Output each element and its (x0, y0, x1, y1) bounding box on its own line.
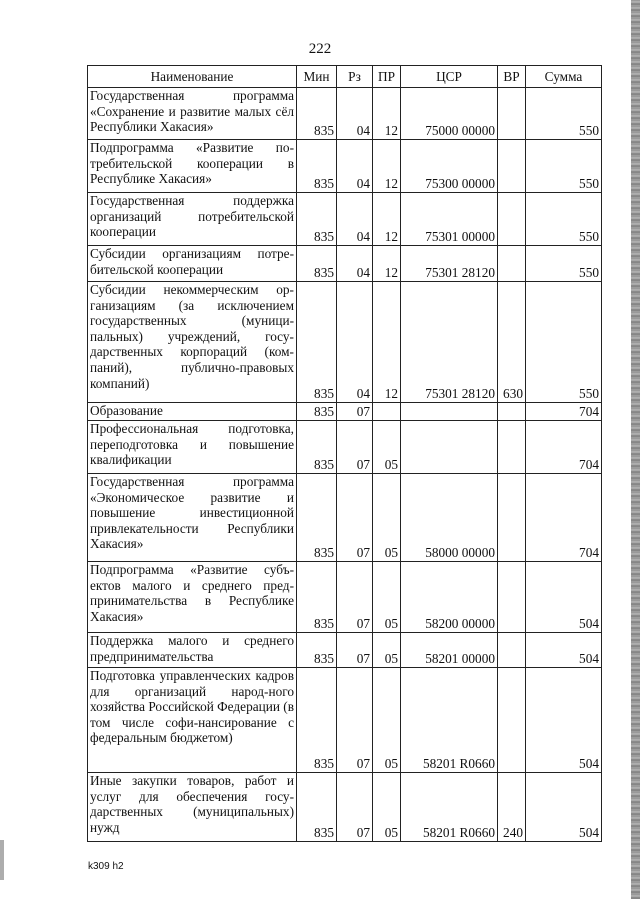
row-vr: 240 (498, 773, 526, 842)
row-sum: 550 (526, 140, 602, 193)
table-row (88, 282, 602, 403)
row-csr: 75000 00000 (401, 88, 498, 140)
row-min: 835 (297, 562, 337, 633)
row-pr: 12 (373, 282, 401, 403)
row-rz: 04 (337, 140, 373, 193)
table-row (88, 193, 602, 246)
row-min: 835 (297, 246, 337, 282)
row-sum: 704 (526, 403, 602, 421)
row-name: Подпрограмма «Развитие по-требительской кооперации в Республике Хакасия» (88, 140, 297, 193)
row-name: Подготовка управленческих кадров для организаций народ-ного хозяйства Российской Федерации (в том числе софи-нансирование с федеральным бюджетом) (88, 668, 297, 773)
row-pr: 12 (373, 246, 401, 282)
row-pr: 12 (373, 140, 401, 193)
row-pr: 05 (373, 773, 401, 842)
row-min: 835 (297, 140, 337, 193)
table-row (88, 421, 602, 474)
row-csr (401, 421, 498, 474)
row-name: Субсидии организациям потре-бительской кооперации (88, 246, 297, 282)
header-rz: Рз (337, 66, 373, 88)
row-pr: 12 (373, 193, 401, 246)
row-vr (498, 474, 526, 562)
row-name: Государственная программа «Экономическое развитие и повышение инвестиционной привлекательности Республики Хакасия» (88, 474, 297, 562)
row-min: 835 (297, 282, 337, 403)
header-sum: Сумма (526, 66, 602, 88)
header-name: Наименование (88, 66, 297, 88)
row-rz: 07 (337, 403, 373, 421)
table-row (88, 403, 602, 421)
row-min: 835 (297, 633, 337, 668)
row-sum: 504 (526, 562, 602, 633)
row-rz: 04 (337, 88, 373, 140)
row-min: 835 (297, 403, 337, 421)
row-name: Поддержка малого и среднего предпринимательства (88, 633, 297, 668)
row-vr (498, 88, 526, 140)
row-sum: 704 (526, 421, 602, 474)
table-row (88, 88, 602, 140)
row-pr: 05 (373, 562, 401, 633)
row-name: Иные закупки товаров, работ и услуг для обеспечения госу-дарственных (муниципальных) нужд (88, 773, 297, 842)
row-min: 835 (297, 668, 337, 773)
row-min: 835 (297, 474, 337, 562)
row-sum: 504 (526, 773, 602, 842)
table-row (88, 773, 602, 842)
row-name: Профессиональная подготовка, переподготовка и повышение квалификации (88, 421, 297, 474)
row-vr: 630 (498, 282, 526, 403)
row-rz: 07 (337, 421, 373, 474)
row-vr (498, 403, 526, 421)
table-row (88, 246, 602, 282)
header-pr: ПР (373, 66, 401, 88)
row-vr (498, 668, 526, 773)
row-vr (498, 246, 526, 282)
row-sum: 550 (526, 193, 602, 246)
row-min: 835 (297, 193, 337, 246)
row-name: Подпрограмма «Развитие субъ-ектов малого и среднего пред-принимательства в Республике Хакасия» (88, 562, 297, 633)
row-vr (498, 421, 526, 474)
row-sum: 704 (526, 474, 602, 562)
table-row (88, 668, 602, 773)
row-csr: 75300 00000 (401, 140, 498, 193)
table-header-row (88, 66, 602, 88)
row-rz: 07 (337, 562, 373, 633)
scan-mark (0, 840, 4, 880)
page-number: 222 (308, 41, 332, 57)
row-csr: 58200 00000 (401, 562, 498, 633)
row-name: Образование (88, 403, 297, 421)
row-vr (498, 193, 526, 246)
row-vr (498, 633, 526, 668)
header-csr: ЦСР (401, 66, 498, 88)
row-vr (498, 562, 526, 633)
row-pr: 05 (373, 633, 401, 668)
row-rz: 04 (337, 193, 373, 246)
row-pr: 05 (373, 668, 401, 773)
row-csr: 75301 00000 (401, 193, 498, 246)
row-min: 835 (297, 421, 337, 474)
row-csr: 58201 R0660 (401, 773, 498, 842)
row-name: Государственная поддержка организаций потребительской кооперации (88, 193, 297, 246)
header-vr: ВР (498, 66, 526, 88)
row-sum: 504 (526, 633, 602, 668)
row-min: 835 (297, 773, 337, 842)
row-pr: 12 (373, 88, 401, 140)
row-sum: 550 (526, 246, 602, 282)
row-rz: 04 (337, 246, 373, 282)
row-csr: 75301 28120 (401, 246, 498, 282)
row-vr (498, 140, 526, 193)
row-name: Субсидии некоммерческим ор-ганизациям (за исключением государственных (муници-пальных) учреждений, госу-дарственных корпораций (ком-паний), публично-правовых компаний) (88, 282, 297, 403)
row-csr: 58201 R0660 (401, 668, 498, 773)
budget-table (87, 65, 602, 842)
scan-edge-shadow (631, 0, 640, 899)
row-rz: 04 (337, 282, 373, 403)
table-row (88, 562, 602, 633)
table-row (88, 474, 602, 562)
row-csr (401, 403, 498, 421)
row-sum: 504 (526, 668, 602, 773)
row-csr: 58201 00000 (401, 633, 498, 668)
table-row (88, 633, 602, 668)
row-pr: 05 (373, 421, 401, 474)
row-rz: 07 (337, 474, 373, 562)
row-pr: 05 (373, 474, 401, 562)
row-rz: 07 (337, 773, 373, 842)
row-sum: 550 (526, 282, 602, 403)
header-min: Мин (297, 66, 337, 88)
row-sum: 550 (526, 88, 602, 140)
row-min: 835 (297, 88, 337, 140)
row-name: Государственная программа «Сохранение и развитие малых сёл Республики Хакасия» (88, 88, 297, 140)
table-row (88, 140, 602, 193)
document-code: k309 h2 (88, 861, 124, 872)
row-csr: 75301 28120 (401, 282, 498, 403)
row-csr: 58000 00000 (401, 474, 498, 562)
row-rz: 07 (337, 668, 373, 773)
row-rz: 07 (337, 633, 373, 668)
row-pr (373, 403, 401, 421)
